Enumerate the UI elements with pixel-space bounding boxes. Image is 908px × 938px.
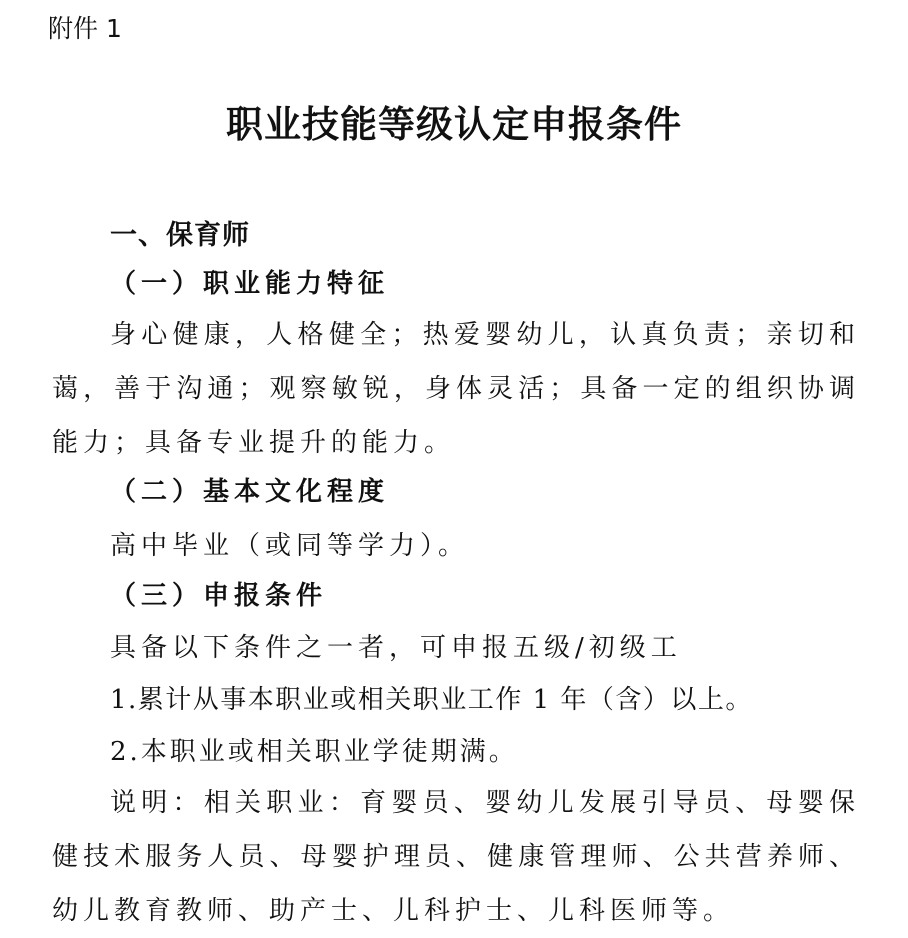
note-paragraph: 说明：相关职业：育婴员、婴幼儿发展引导员、母婴保健技术服务人员、母婴护理员、健康管理师、公共营养师、幼儿教育教师、助产士、儿科护士、儿科医师等。 <box>52 788 860 926</box>
requirements-intro: 具备以下条件之一者，可申报五级/初级工 <box>110 633 682 663</box>
requirement-item-2: 2.本职业或相关职业学徒期满。 <box>110 737 518 767</box>
subsection-heading-ability: （一）职业能力特征 <box>110 269 390 299</box>
subsection-heading-requirements: （三）申报条件 <box>110 581 328 611</box>
requirement-item-1: 1.累计从事本职业或相关职业工作 1 年（含）以上。 <box>110 685 753 715</box>
education-text: 高中毕业（或同等学力）。 <box>110 531 470 561</box>
subsection-heading-education: （二）基本文化程度 <box>110 477 390 507</box>
attachment-label: 附件 1 <box>48 14 122 43</box>
section-heading: 一、保育师 <box>110 220 250 251</box>
document-title: 职业技能等级认定申报条件 <box>226 103 682 146</box>
ability-paragraph: 身心健康，人格健全；热爱婴幼儿，认真负责；亲切和蔼，善于沟通；观察敏锐，身体灵活；具备一定的组织协调能力；具备专业提升的能力。 <box>52 320 860 458</box>
